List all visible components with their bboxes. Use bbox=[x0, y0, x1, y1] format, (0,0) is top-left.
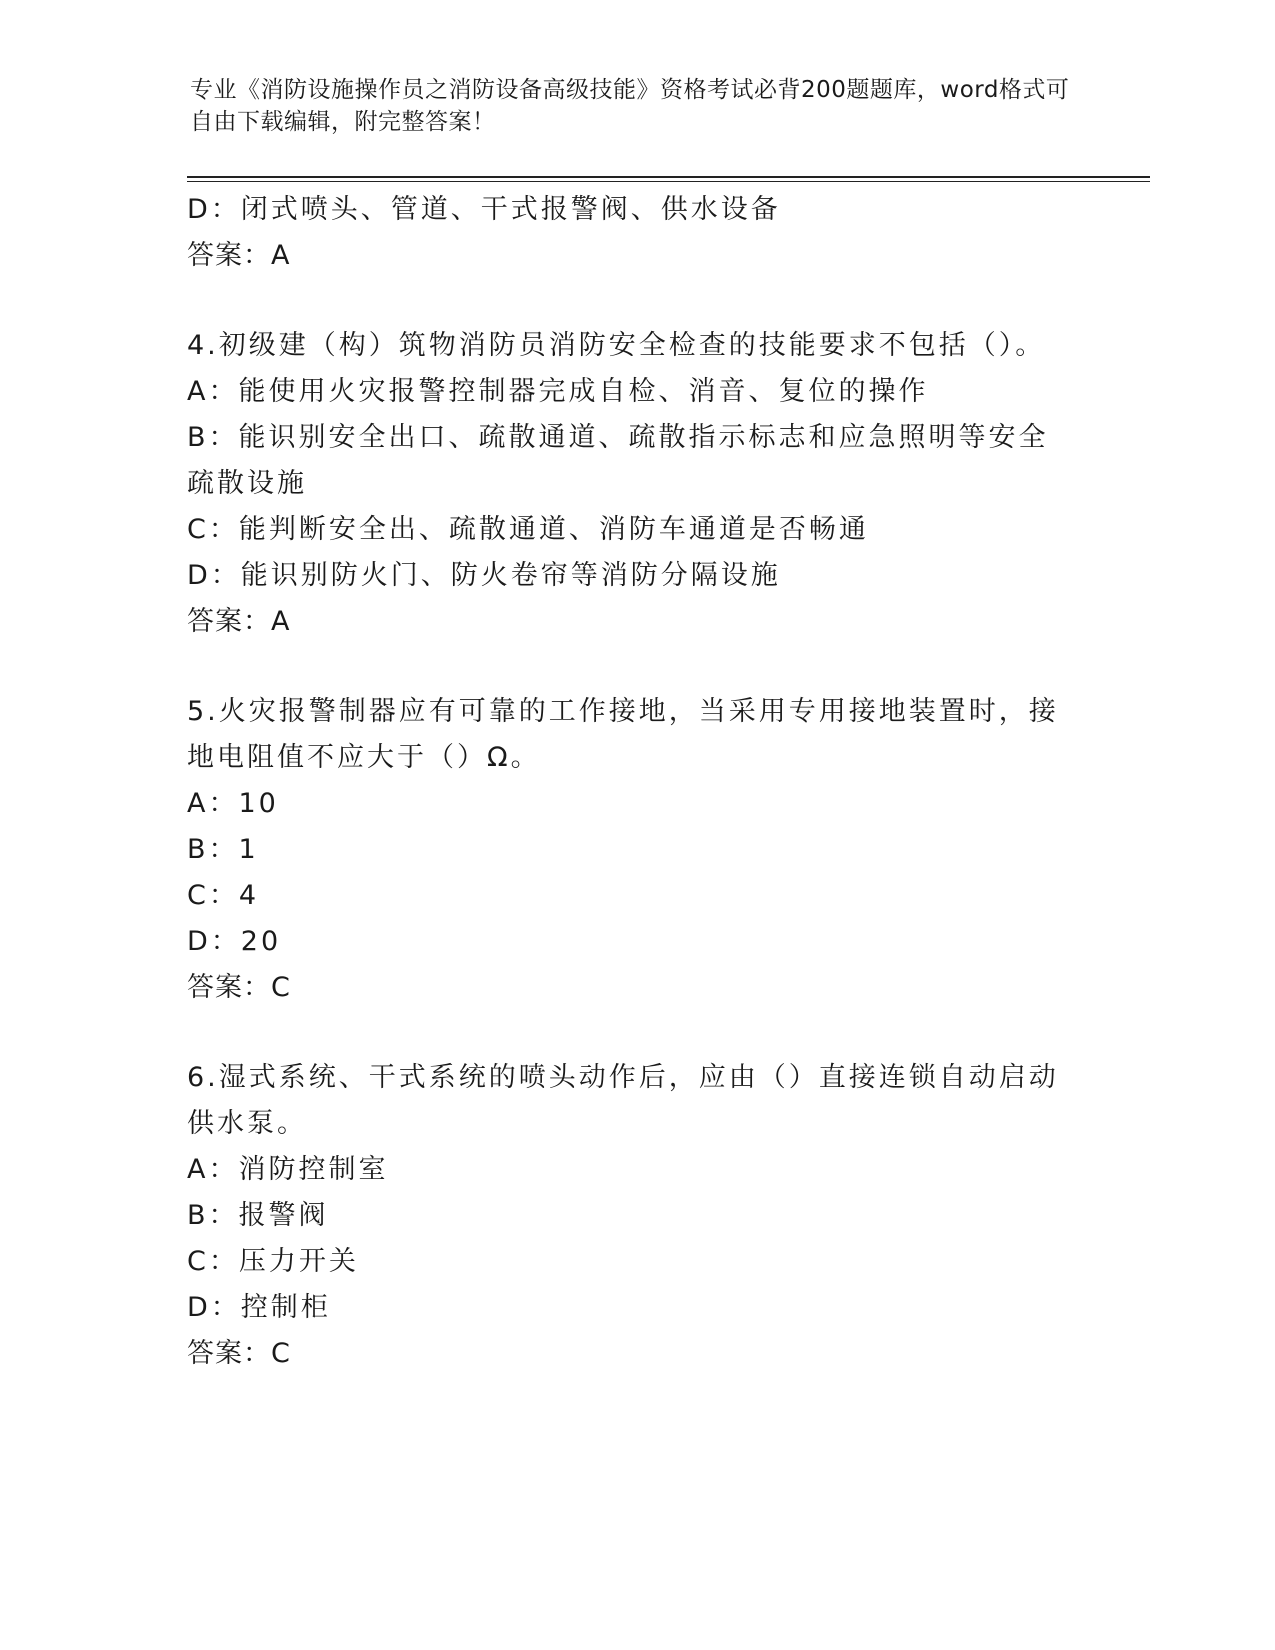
question-stem: 6.湿式系统、干式系统的喷头动作后，应由（）直接连锁自动启动供水泵。 bbox=[187, 1062, 1059, 1139]
header-divider-thick bbox=[187, 176, 1150, 178]
option-d: D：能识别防火门、防火卷帘等消防分隔设施 bbox=[187, 560, 781, 591]
option-c: C：能判断安全出、疏散通道、消防车通道是否畅通 bbox=[187, 514, 869, 545]
option-d: D：20 bbox=[187, 926, 282, 957]
option-d: D：控制柜 bbox=[187, 1292, 331, 1323]
option-a: A：消防控制室 bbox=[187, 1154, 389, 1185]
question-6 bbox=[187, 1055, 1087, 1377]
question-stem: 4.初级建（构）筑物消防员消防安全检查的技能要求不包括（）。 bbox=[187, 330, 1046, 361]
question-stem: 5.火灾报警制器应有可靠的工作接地，当采用专用接地装置时，接地电阻值不应大于（）Ω。 bbox=[187, 696, 1059, 773]
question-content bbox=[187, 187, 1087, 1377]
option-b: B：报警阀 bbox=[187, 1200, 329, 1231]
page-header: 专业《消防设施操作员之消防设备高级技能》资格考试必背200题题库，word格式可自由下载编辑，附完整答案！ bbox=[190, 77, 1070, 135]
answer: 答案：C bbox=[187, 1338, 291, 1369]
option-c: C：压力开关 bbox=[187, 1246, 359, 1277]
question-4 bbox=[187, 323, 1087, 645]
question-5 bbox=[187, 689, 1087, 1011]
prev-option-d: D：闭式喷头、管道、干式报警阀、供水设备 bbox=[187, 194, 781, 225]
option-b: B：能识别安全出口、疏散通道、疏散指示标志和应急照明等安全疏散设施 bbox=[187, 422, 1049, 499]
header-divider-thin bbox=[187, 181, 1150, 182]
option-a: A：10 bbox=[187, 788, 279, 819]
prev-answer: 答案：A bbox=[187, 240, 291, 271]
option-c: C：4 bbox=[187, 880, 260, 911]
option-a: A：能使用火灾报警控制器完成自检、消音、复位的操作 bbox=[187, 376, 929, 407]
answer: 答案：C bbox=[187, 972, 291, 1003]
option-b: B：1 bbox=[187, 834, 259, 865]
answer: 答案：A bbox=[187, 606, 291, 637]
